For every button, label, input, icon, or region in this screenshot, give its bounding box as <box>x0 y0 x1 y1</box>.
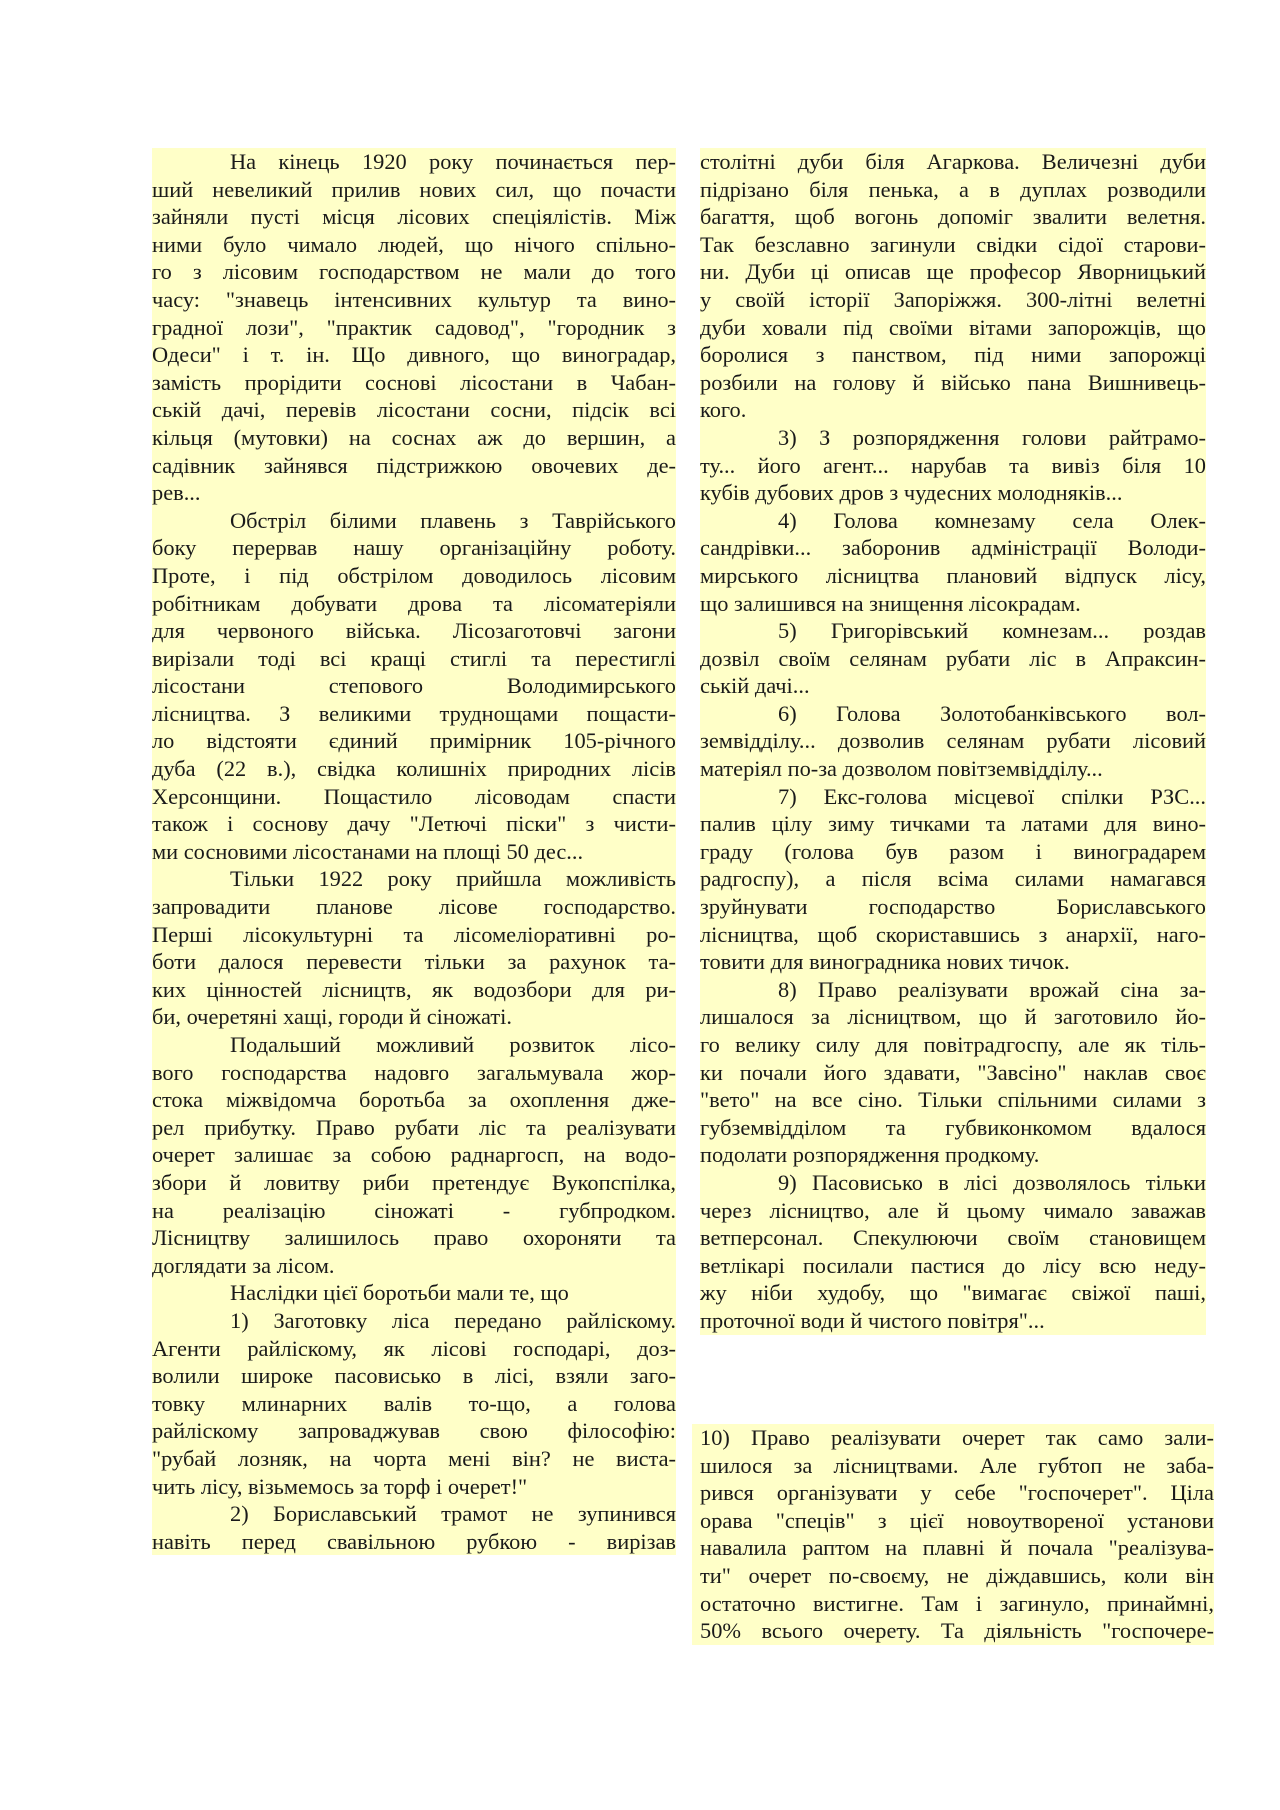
text-line: часу: "знавець інтенсивних культур та вино- <box>152 286 676 312</box>
text-line: ській дачі... <box>700 672 1206 700</box>
text-line: "вето" на все сіно. Тільки спільними силами з <box>700 1087 1206 1113</box>
text-line: Наслідки цієї боротьби мали те, що <box>152 1279 676 1307</box>
text-line: сандрівки... заборонив адміністрації Володи- <box>700 535 1206 561</box>
text-line: волили широке пасовисько в лісі, взяли заго- <box>152 1363 676 1389</box>
text-column-left <box>152 148 676 1555</box>
text-line: Подальший можливий розвиток лісо- <box>152 1031 676 1059</box>
text-line: Проте, і під обстрілом доводилось лісовим <box>152 562 676 588</box>
text-line: Одеси" і т. ін. Що дивного, що виноградар, <box>152 342 676 368</box>
text-line: для червоного війська. Лісозаготовчі загони <box>152 618 676 644</box>
text-line: 7) Екс-голова місцевої спілки РЗС... <box>700 783 1206 811</box>
text-line: 10) Право реалізувати очерет так само зали- <box>692 1424 1214 1452</box>
text-line: го з лісовим господарством не мали до того <box>152 259 676 285</box>
text-line: 5) Григорівський комнезам... роздав <box>700 617 1206 645</box>
text-line: ких цінностей лісництв, як водозбори для ри- <box>152 976 676 1002</box>
text-line: ту... його агент... нарубав та вивіз біля 10 <box>700 452 1206 478</box>
text-line: ки почали його здавати, "Завсіно" наклав своє <box>700 1059 1206 1085</box>
text-line: навалила раптом на плавні й почала "реалізува- <box>692 1534 1214 1562</box>
text-line: очерет залишає за собою раднаргосп, на водо- <box>152 1142 676 1168</box>
text-line: дуба (22 в.), свідка колишніх природних лісів <box>152 756 676 782</box>
text-line: столітні дуби біля Агаркова. Величезні дуби <box>700 149 1206 174</box>
text-line: боку перервав нашу організаційну роботу. <box>152 535 676 561</box>
text-line: би, очеретяні хащі, городи й сіножаті. <box>152 1003 676 1031</box>
text-line: підрізано біля пенька, а в дуплах розводили <box>700 176 1206 202</box>
text-line: ській дачі, перевів лісостани сосни, підсік всі <box>152 397 676 423</box>
text-line: подолати розпорядження продкому. <box>700 1141 1206 1169</box>
text-line: боти далося перевести тільки за рахунок та- <box>152 949 676 975</box>
text-line: градної лози", "практик садовод", "городник з <box>152 314 676 340</box>
text-line: лісостани степового Володимирського <box>152 673 676 699</box>
text-line: збори й ловитву риби претендує Вукопспілка, <box>152 1169 676 1195</box>
text-line: вого господарства надовго загальмувала жор- <box>152 1059 676 1085</box>
text-line: дуби ховали під своїми вітами запорожців, що <box>700 314 1206 340</box>
text-line: товити для виноградника нових тичок. <box>700 948 1206 976</box>
text-line: ними було чимало людей, що нічого спільно- <box>152 231 676 257</box>
text-line: 4) Голова комнезаму села Олек- <box>700 507 1206 535</box>
text-line: чить лісу, візьмемось за торф і очерет!" <box>152 1473 676 1501</box>
text-line: товку млинарних валів то-що, а голова <box>152 1390 676 1416</box>
text-line: ми сосновими лісостанами на площі 50 дес... <box>152 838 676 866</box>
text-line: ший невеликий прилив нових сил, що почасти <box>152 176 676 202</box>
text-line: вирізали тоді всі кращі стиглі та перестиглі <box>152 645 676 671</box>
text-line: кільця (мутовки) на соснах аж до вершин, а <box>152 424 676 450</box>
text-line: шилося за лісництвами. Але губтоп не заба- <box>692 1452 1214 1480</box>
text-line: Обстріл білими плавень з Таврійського <box>152 507 676 535</box>
text-line: на реалізацію сіножаті - губпродком. <box>152 1197 676 1223</box>
text-line: через лісництво, але й цьому чимало заважав <box>700 1197 1206 1223</box>
text-line: мирського лісництва плановий відпуск лісу, <box>700 562 1206 588</box>
text-line: проточної води й чистого повітря"... <box>700 1307 1206 1335</box>
text-line: стока міжвідомча боротьба за охоплення дже- <box>152 1087 676 1113</box>
text-line: 1) Заготовку ліса передано райліскому. <box>152 1307 676 1335</box>
text-column-right <box>700 148 1206 1335</box>
text-line: розбили на голову й військо пана Вишнивець- <box>700 369 1206 395</box>
text-line: остаточно вистигне. Там і загинуло, принаймні, <box>692 1590 1214 1618</box>
text-line: кого. <box>700 396 1206 424</box>
text-line: боролися з панством, під ними запорожці <box>700 342 1206 368</box>
text-line: замість прорідити соснові лісостани в Чабан- <box>152 369 676 395</box>
text-line: 50% всього очерету. Та діяльність "госпочере- <box>692 1617 1214 1645</box>
text-line: Так безславно загинули свідки сідої старови- <box>700 231 1206 257</box>
text-line: Перші лісокультурні та лісомеліоративні ро- <box>152 921 676 947</box>
text-line: доглядати за лісом. <box>152 1252 676 1280</box>
text-line: ти" очерет по-своєму, не діждавшись, коли він <box>692 1562 1214 1590</box>
text-line: На кінець 1920 року починається пер- <box>152 148 676 176</box>
text-line: рився організувати у себе "госпочерет". Ціла <box>692 1479 1214 1507</box>
text-line: Херсонщини. Пощастило лісоводам спасти <box>152 783 676 809</box>
text-line: що залишився на знищення лісокрадам. <box>700 590 1206 618</box>
text-line: Агенти райліскому, як лісові господарі, доз- <box>152 1335 676 1361</box>
text-line: у своїй історії Запоріжжя. 300-літні велетні <box>700 286 1206 312</box>
text-line: матеріял по-за дозволом повітземвідділу... <box>700 755 1206 783</box>
text-line: багаття, щоб вогонь допоміг звалити велетня. <box>700 204 1206 230</box>
text-line: орава "спеців" з цієї новоутвореної установи <box>692 1507 1214 1535</box>
text-line: запровадити планове лісове господарство. <box>152 894 676 920</box>
text-line: робітникам добувати дрова та лісоматеріяли <box>152 590 676 616</box>
text-line: 8) Право реалізувати врожай сіна за- <box>700 976 1206 1004</box>
text-column-right-continuation <box>692 1424 1214 1645</box>
text-line: кубів дубових дров з чудесних молодняків... <box>700 479 1206 507</box>
text-line: ветперсонал. Спекулюючи своїм становищем <box>700 1225 1206 1251</box>
text-line: навіть перед свавільною рубкою - вирізав <box>152 1528 676 1554</box>
text-line: також і соснову дачу "Летючі піски" з чисти- <box>152 811 676 837</box>
text-line: ветлікарі посилали пастися до лісу всю неду- <box>700 1252 1206 1278</box>
text-line: губземвідділом та губвиконкомом вдалося <box>700 1114 1206 1140</box>
text-line: 3) З розпорядження голови райтрамо- <box>700 424 1206 452</box>
text-line: зайняли пусті місця лісових спеціялістів. Між <box>152 204 676 230</box>
text-line: Лісництву залишилось право охороняти та <box>152 1225 676 1251</box>
text-line: радгоспу), а після всіма силами намагався <box>700 866 1206 892</box>
text-line: рев... <box>152 479 676 507</box>
text-line: райліскому запроваджував свою філософію: <box>152 1418 676 1444</box>
text-line: палив цілу зиму тичками та латами для вино- <box>700 811 1206 837</box>
text-line: "рубай лозняк, на чорта мені він? не виста- <box>152 1445 676 1471</box>
text-line: жу ніби худобу, що "вимагає свіжої паші, <box>700 1280 1206 1306</box>
text-line: ло відстояти єдиний примірник 105-річного <box>152 728 676 754</box>
text-line: земвідділу... дозволив селянам рубати лісовий <box>700 728 1206 754</box>
text-line: 2) Бориславський трамот не зупинився <box>152 1500 676 1528</box>
text-line: зруйнувати господарство Бориславського <box>700 894 1206 920</box>
text-line: 9) Пасовисько в лісі дозволялось тільки <box>700 1169 1206 1197</box>
text-line: ни. Дуби ці описав ще професор Яворницький <box>700 259 1206 285</box>
text-line: Тільки 1922 року прийшла можливість <box>152 865 676 893</box>
text-line: лісництва, щоб скориставшись з анархії, наго- <box>700 921 1206 947</box>
text-line: го велику силу для повітрадгоспу, але як тіль- <box>700 1032 1206 1057</box>
text-line: лісництва. З великими труднощами пощасти- <box>152 700 676 726</box>
text-line: садівник зайнявся підстрижкою овочевих де- <box>152 452 676 478</box>
text-line: рел прибутку. Право рубати ліс та реалізувати <box>152 1114 676 1140</box>
text-line: дозвіл своїм селянам рубати ліс в Апраксин- <box>700 645 1206 671</box>
text-line: лишалося за лісництвом, що й заготовило йо- <box>700 1004 1206 1030</box>
text-line: граду (голова був разом і виноградарем <box>700 838 1206 864</box>
text-line: 6) Голова Золотобанківського вол- <box>700 700 1206 728</box>
